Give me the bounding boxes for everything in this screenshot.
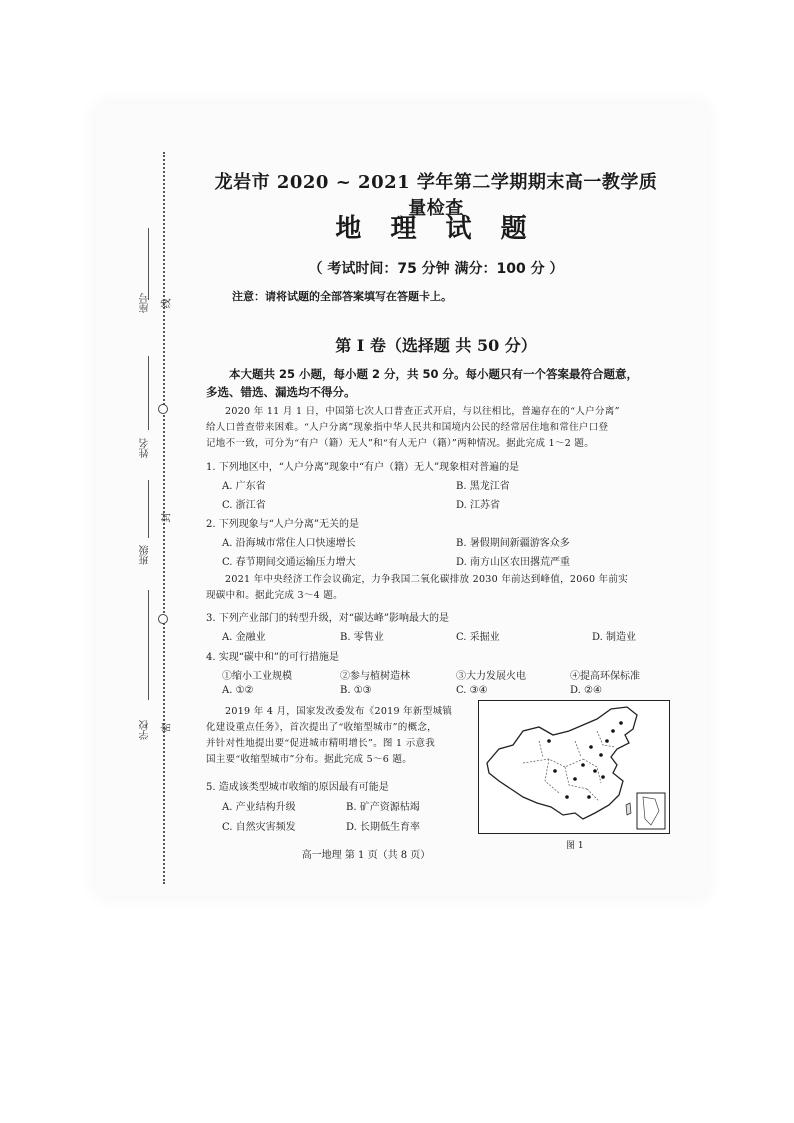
- page-footer: 高一地理 第 1 页（共 8 页）: [301, 850, 431, 861]
- option: A. 广东省: [222, 481, 266, 492]
- instruction-line: 多选、错选、漏选均不得分。: [206, 385, 356, 399]
- option: D. ②④: [570, 685, 602, 696]
- option: C. 自然灾害频发: [222, 822, 296, 833]
- instruction-line: 本大题共 25 小题，每小题 2 分，共 50 分。每小题只有一个答案最符合题意，: [229, 367, 639, 381]
- option: B. ①③: [340, 685, 372, 696]
- seal-char-seal: 封: [161, 512, 173, 523]
- statement: ②参与植树造林: [340, 671, 410, 682]
- option: B. 黑龙江省: [456, 481, 510, 492]
- passage-line: 国主要“收缩型城市”分布。据此完成 5～6 题。: [206, 754, 413, 765]
- exam-title: 龙岩市 2020 ~ 2021 学年第二学期期末高一教学质量检查: [214, 172, 658, 219]
- china-map-figure: [478, 700, 670, 834]
- name-underline: [148, 356, 149, 430]
- class-label: 班级: [140, 545, 151, 565]
- binding-circle: [158, 404, 168, 414]
- passage-line: 2019 年 4 月，国家发改委发布《2019 年新型城镇: [225, 706, 453, 717]
- section-title: 第 I 卷（选择题 共 50 分）: [335, 336, 537, 355]
- option: B. 暑假期间新疆游客众多: [456, 538, 570, 549]
- option: C. ③④: [456, 685, 488, 696]
- seat-label: 座号: [140, 293, 151, 313]
- option: A. 产业结构升级: [222, 802, 296, 813]
- passage-line: 2021 年中央经济工作会议确定，力争我国二氧化碳排放 2030 年前达到峰值，2060 年前实: [225, 574, 629, 585]
- passage-line: 给人口普查带来困难。“人户分离”现象指中华人民共和国境内公民的经常居住地和常住户口登: [206, 422, 609, 433]
- option: B. 零售业: [340, 632, 384, 643]
- passage-line: 现碳中和。据此完成 3～4 题。: [206, 590, 343, 601]
- school-underline: [148, 590, 149, 700]
- binding-circle: [158, 614, 168, 624]
- passage-line: 化建设重点任务》，首次提出了“收缩型城市”的概念，: [206, 722, 437, 733]
- school-label: 学校: [140, 720, 151, 740]
- passage-line: 2020 年 11 月 1 日，中国第七次人口普查正式开启，与以往相比，普遍存在的“人户分离”: [225, 406, 620, 417]
- question-stem: 1. 下列地区中，“人户分离”现象中“有户（籍）无人”现象相对普遍的是: [206, 462, 520, 473]
- option: B. 矿产资源枯竭: [346, 802, 420, 813]
- class-underline: [148, 480, 149, 538]
- option: C. 浙江省: [222, 500, 266, 511]
- question-stem: 2. 下列现象与“人户分离”无关的是: [206, 519, 359, 530]
- option: C. 春节期间交通运输压力增大: [222, 557, 356, 568]
- exam-info: （ 考试时间：75 分钟 满分：100 分 ）: [308, 261, 564, 277]
- statement: ①缩小工业规模: [222, 671, 292, 682]
- statement: ③大力发展火电: [456, 671, 526, 682]
- seal-char-secret: 密: [161, 722, 173, 733]
- subject-title: 地 理 试 题: [335, 214, 537, 244]
- notice: 注意：请将试题的全部答案填写在答题卡上。: [232, 290, 452, 303]
- figure-caption: 图 1: [566, 841, 584, 851]
- option: D. 南方山区农田撂荒严重: [456, 557, 571, 568]
- china-map-outline: [479, 701, 669, 833]
- question-stem: 4. 实现“碳中和”的可行措施是: [206, 652, 339, 663]
- passage-line: 记地不一致，可分为“有户（籍）无人”和“有人无户（籍）”两种情况。据此完成 1～2 题。: [206, 438, 595, 449]
- passage-line: 并针对性地提出要“促进城市精明增长”。图 1 示意我: [206, 738, 436, 749]
- option: A. ①②: [222, 685, 254, 696]
- question-stem: 5. 造成该类型城市收缩的原因最有可能是: [206, 782, 389, 793]
- seal-char-line: 线: [161, 298, 173, 309]
- option: D. 江苏省: [456, 500, 501, 511]
- option: D. 长期低生育率: [346, 822, 421, 833]
- name-label: 姓名: [140, 438, 151, 458]
- option: D. 制造业: [592, 632, 637, 643]
- statement: ④提高环保标准: [570, 671, 640, 682]
- option: A. 沿海城市常住人口快速增长: [222, 538, 356, 549]
- option: A. 金融业: [222, 632, 266, 643]
- seat-underline: [148, 228, 149, 300]
- question-stem: 3. 下列产业部门的转型升级，对“碳达峰”影响最大的是: [206, 613, 449, 624]
- option: C. 采掘业: [456, 632, 500, 643]
